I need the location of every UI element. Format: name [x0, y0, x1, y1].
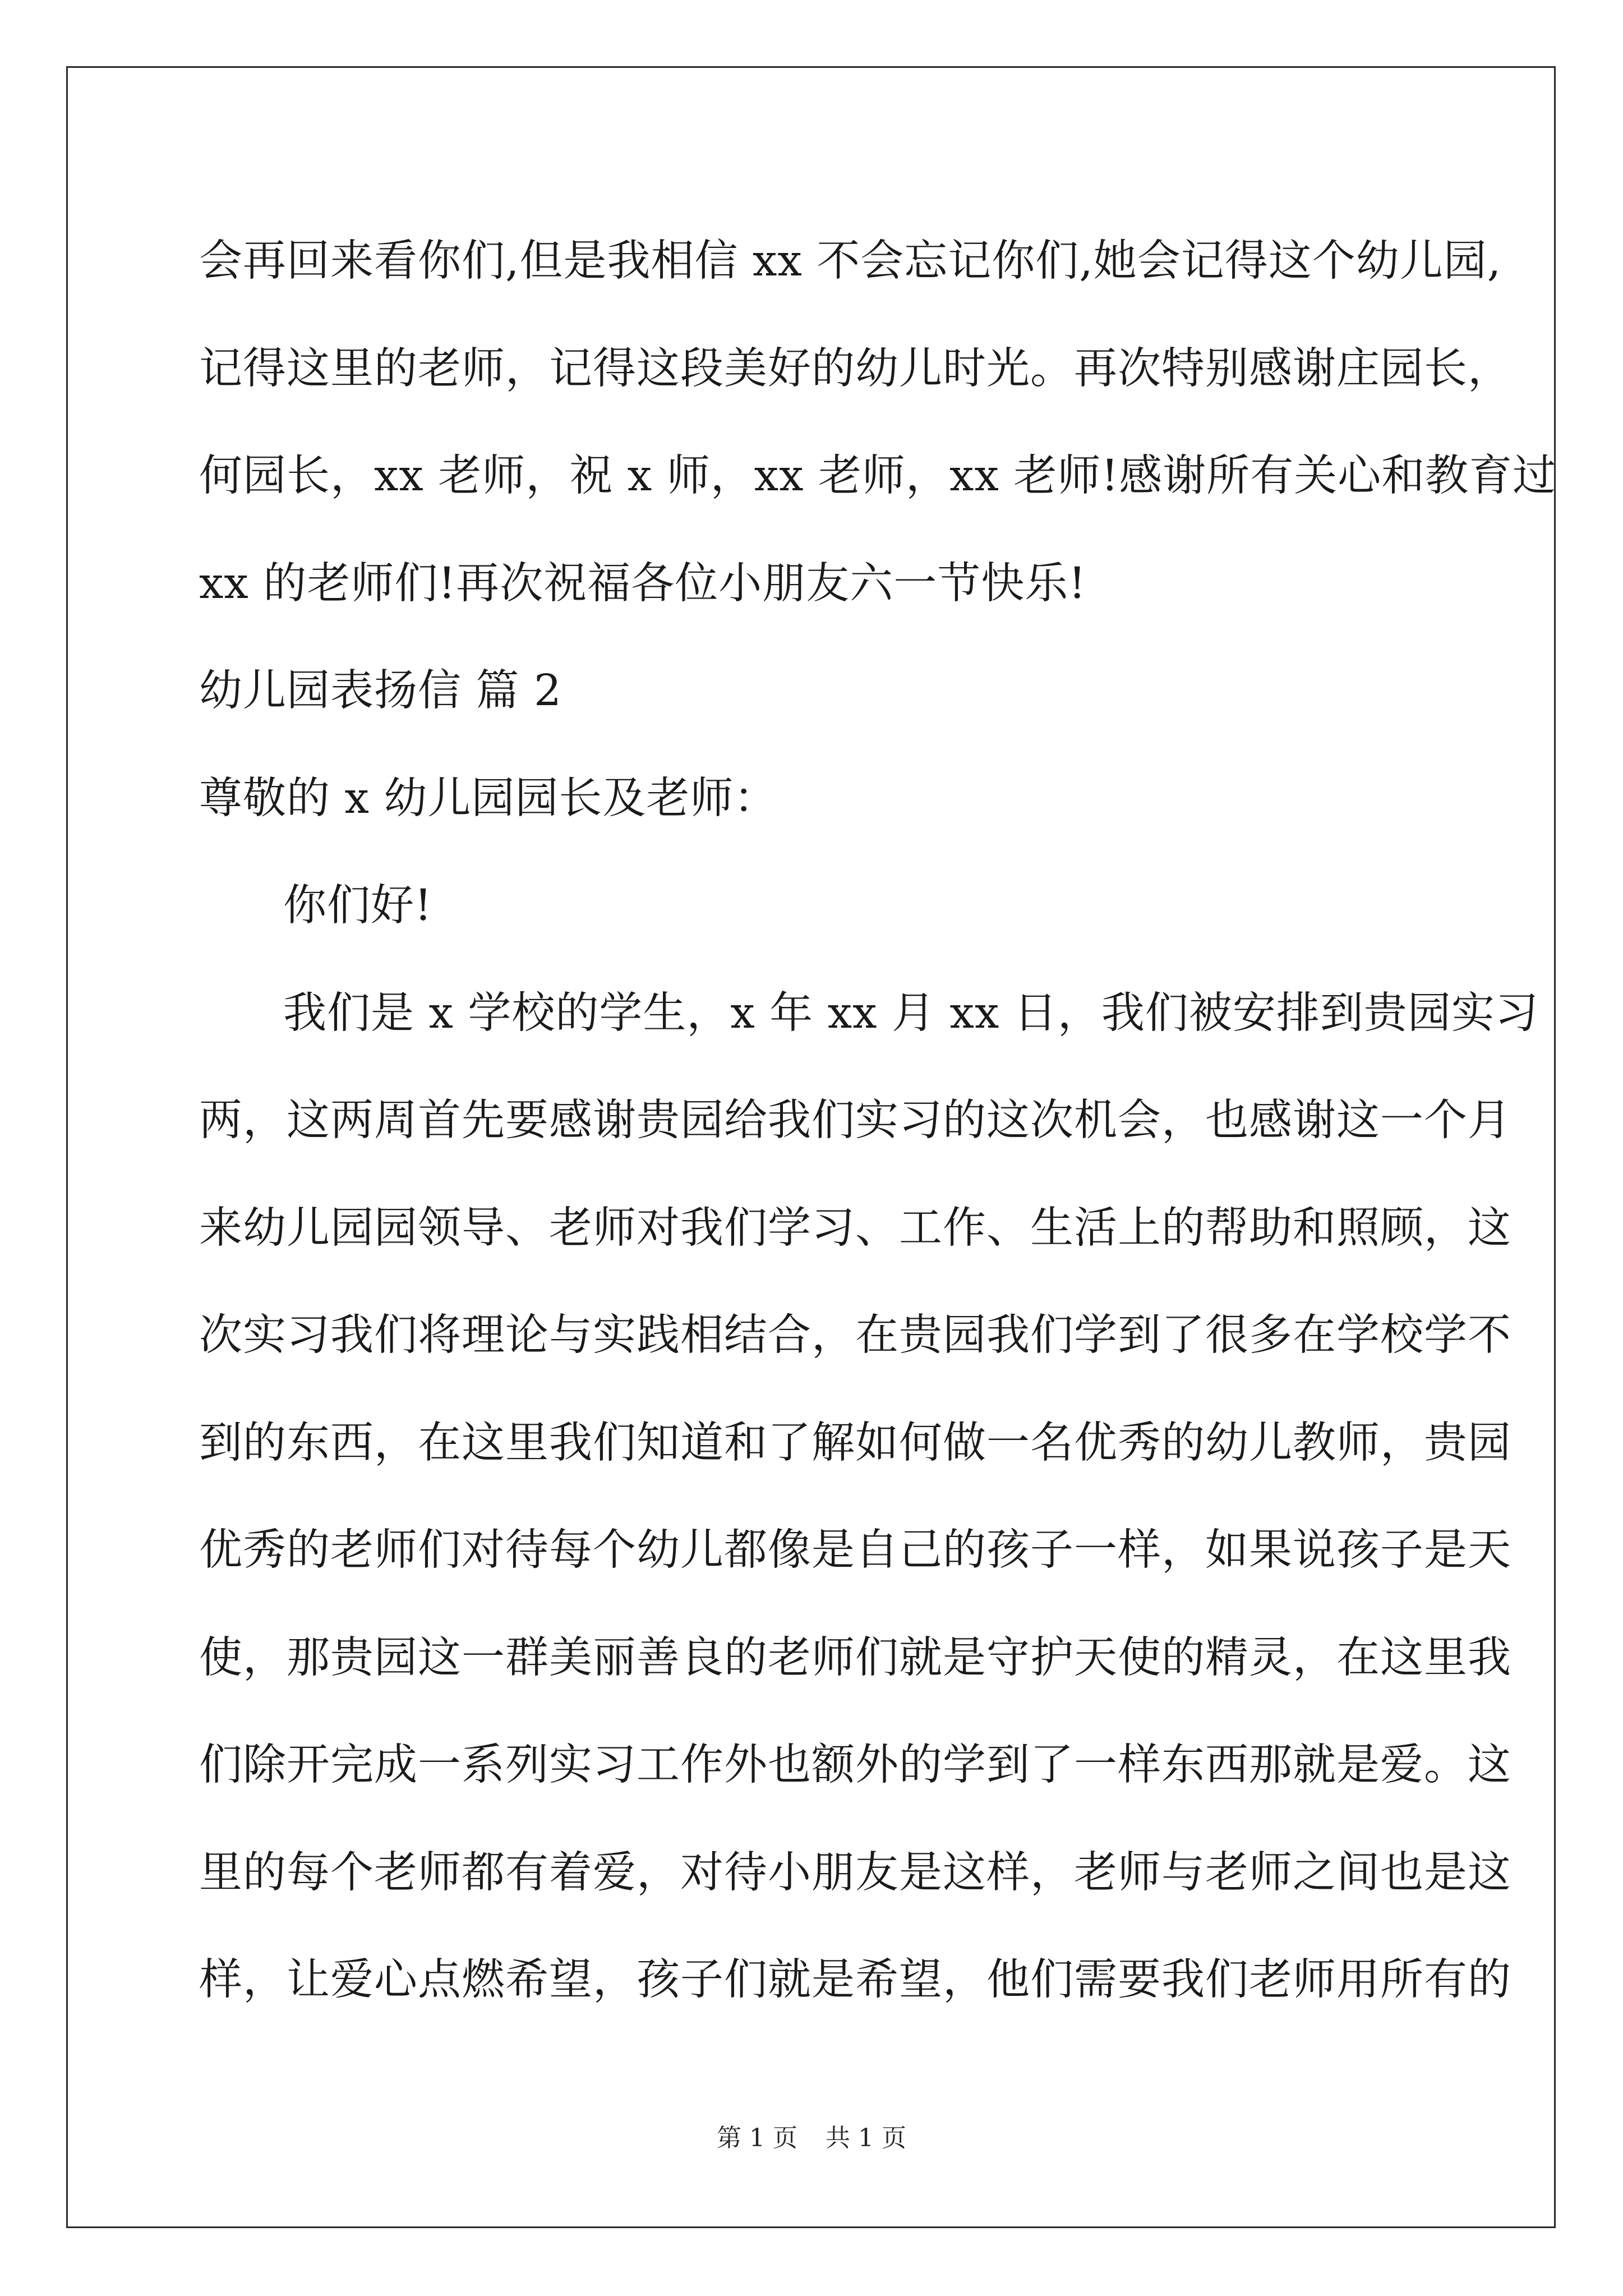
salutation: 尊敬的 x 幼儿园园长及老师： [199, 773, 778, 823]
text-line: 来幼儿园园领导、老师对我们学习、工作、生活上的帮助和照顾，这 [199, 1203, 1511, 1253]
section-heading: 幼儿园表扬信 篇 2 [199, 666, 562, 716]
page-footer [0, 2118, 1623, 2154]
text-line: 两，这两周首先要感谢贵园给我们实习的这次机会，也感谢这一个月 [199, 1096, 1511, 1145]
text-line: xx 的老师们!再次祝福各位小朋友六一节快乐! [199, 558, 1087, 609]
text-line: 优秀的老师们对待每个幼儿都像是自己的孩子一样，如果说孩子是天 [199, 1525, 1511, 1575]
text-line: 记得这里的老师，记得这段美好的幼儿时光。再次特别感谢庄园长， [199, 343, 1511, 394]
text-line: 们除开完成一系列实习工作外也额外的学到了一样东西那就是爱。这 [199, 1740, 1511, 1790]
text-line: 里的每个老师都有着爱，对待小朋友是这样，老师与老师之间也是这 [199, 1847, 1511, 1898]
page-number-total: 共 1 页 [826, 2124, 906, 2152]
text-line: 次实习我们将理论与实践相结合，在贵园我们学到了很多在学校学不 [199, 1310, 1511, 1360]
text-line: 会再回来看你们,但是我相信 xx 不会忘记你们,她会记得这个幼儿园, [199, 236, 1502, 286]
text-line: 使，那贵园这一群美丽善良的老师们就是守护天使的精灵，在这里我 [199, 1632, 1511, 1683]
greeting: 你们好! [283, 881, 432, 931]
document-body [199, 208, 1557, 2034]
text-line: 到的东西，在这里我们知道和了解如何做一名优秀的幼儿教师，贵园 [199, 1418, 1511, 1468]
text-line: 何园长，xx 老师，祝 x 师，xx 老师，xx 老师!感谢所有关心和教育过 [199, 451, 1557, 501]
page-number-current: 第 1 页 [717, 2124, 797, 2152]
text-line: 我们是 x 学校的学生，x 年 xx 月 xx 日，我们被安排到贵园实习 [283, 988, 1539, 1038]
text-line: 样，让爱心点燃希望，孩子们就是希望，他们需要我们老师用所有的 [199, 1955, 1511, 2005]
